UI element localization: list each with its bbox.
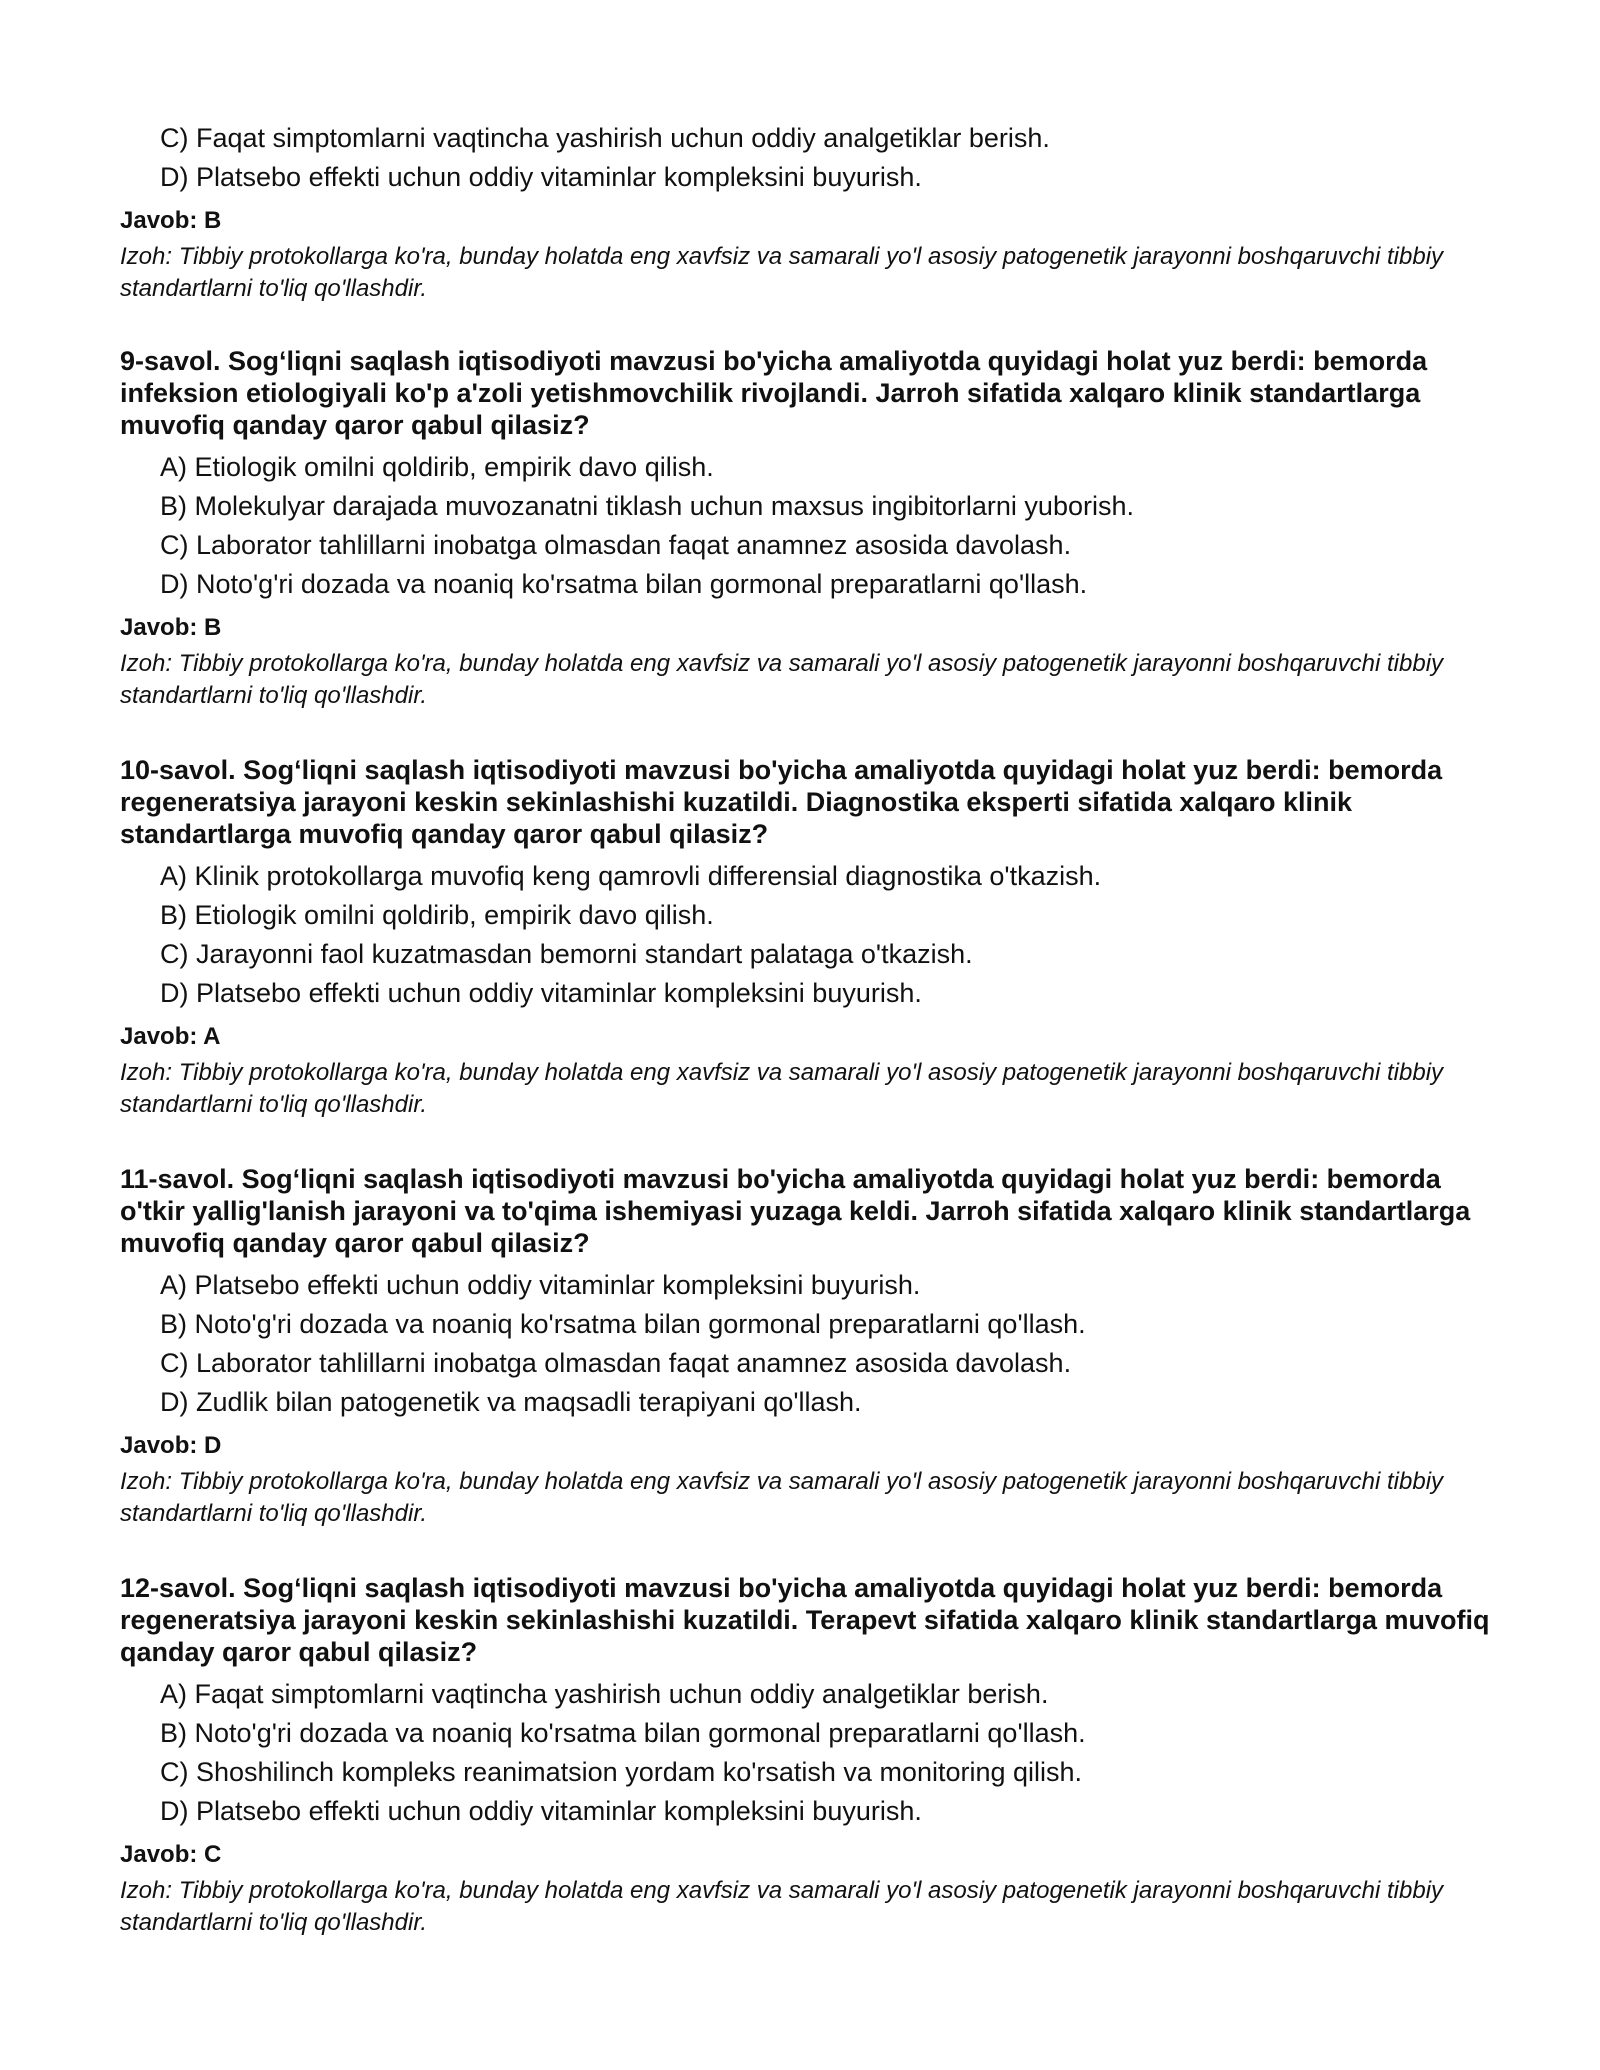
answer-label: Javob: A [120,1023,221,1050]
question-text: 11-savol. Sog‘liqni saqlash iqtisodiyoti mavzusi bo'yicha amaliyotda quyidagi holat yuz berdi: bemorda o'tkir yallig'lanish jarayoni va to'qima ishemiyasi yuzaga keldi. Jarroh sifatida xalqaro klinik standartlarga muvofiq qanday qaror qabul qilasiz? [120,1164,1471,1258]
explanation-note: Izoh: Tibbiy protokollarga ko'ra, bunday holatda eng xavfsiz va samarali yo'l asosiy patogenetik jarayonni boshqaruvchi tibbiy standartlarni to'liq qo'llashdir. [120,1468,1444,1527]
question-12 [120,1572,1510,1939]
question-text: 9-savol. Sog‘liqni saqlash iqtisodiyoti mavzusi bo'yicha amaliyotda quyidagi holat yuz berdi: bemorda infeksion etiologiyali ko'p a'zoli yetishmovchilik rivojlandi. Jarroh sifatida xalqaro klinik standartlarga muvofiq qanday qaror qabul qilasiz? [120,346,1428,440]
answer-label: Javob: B [120,207,222,234]
option-d: D) Zudlik bilan patogenetik va maqsadli terapiyani qo'llash. [160,1387,862,1417]
option-d: D) Noto'g'ri dozada va noaniq ko'rsatma bilan gormonal preparatlarni qo'llash. [160,569,1088,599]
question-8-tail [120,119,1510,305]
option-c: C) Jarayonni faol kuzatmasdan bemorni standart palataga o'tkazish. [160,939,973,969]
option-b: B) Molekulyar darajada muvozanatni tiklash uchun maxsus ingibitorlarni yuborish. [160,491,1134,521]
option-a: A) Platsebo effekti uchun oddiy vitaminlar kompleksini buyurish. [160,1270,921,1300]
option-c: C) Laborator tahlillarni inobatga olmasdan faqat anamnez asosida davolash. [160,530,1072,560]
explanation-note: Izoh: Tibbiy protokollarga ko'ra, bunday holatda eng xavfsiz va samarali yo'l asosiy patogenetik jarayonni boshqaruvchi tibbiy standartlarni to'liq qo'llashdir. [120,243,1444,302]
option-d: D) Platsebo effekti uchun oddiy vitaminlar kompleksini buyurish. [160,1796,922,1826]
option-c: C) Laborator tahlillarni inobatga olmasdan faqat anamnez asosida davolash. [160,1348,1072,1378]
explanation-note: Izoh: Tibbiy protokollarga ko'ra, bunday holatda eng xavfsiz va samarali yo'l asosiy patogenetik jarayonni boshqaruvchi tibbiy standartlarni to'liq qo'llashdir. [120,1877,1444,1936]
option-c: C) Shoshilinch kompleks reanimatsion yordam ko'rsatish va monitoring qilish. [160,1757,1083,1787]
option-b: B) Noto'g'ri dozada va noaniq ko'rsatma bilan gormonal preparatlarni qo'llash. [160,1718,1086,1748]
answer-label: Javob: D [120,1432,222,1459]
option-a: A) Faqat simptomlarni vaqtincha yashirish uchun oddiy analgetiklar berish. [160,1679,1049,1709]
explanation-note: Izoh: Tibbiy protokollarga ko'ra, bunday holatda eng xavfsiz va samarali yo'l asosiy patogenetik jarayonni boshqaruvchi tibbiy standartlarni to'liq qo'llashdir. [120,1059,1444,1118]
explanation-note: Izoh: Tibbiy protokollarga ko'ra, bunday holatda eng xavfsiz va samarali yo'l asosiy patogenetik jarayonni boshqaruvchi tibbiy standartlarni to'liq qo'llashdir. [120,650,1444,709]
answer-label: Javob: B [120,614,222,641]
question-text: 12-savol. Sog‘liqni saqlash iqtisodiyoti mavzusi bo'yicha amaliyotda quyidagi holat yuz berdi: bemorda regeneratsiya jarayoni keskin sekinlashishi kuzatildi. Terapevt sifatida xalqaro klinik standartlarga muvofiq qanday qaror qabul qilasiz? [120,1573,1490,1667]
option-b: B) Etiologik omilni qoldirib, empirik davo qilish. [160,900,714,930]
option-c: C) Faqat simptomlarni vaqtincha yashirish uchun oddiy analgetiklar berish. [160,123,1050,153]
question-text: 10-savol. Sog‘liqni saqlash iqtisodiyoti mavzusi bo'yicha amaliyotda quyidagi holat yuz berdi: bemorda regeneratsiya jarayoni keskin sekinlashishi kuzatildi. Diagnostika eksperti sifatida xalqaro klinik standartlarga muvofiq qanday qaror qabul qilasiz? [120,755,1443,849]
option-b: B) Noto'g'ri dozada va noaniq ko'rsatma bilan gormonal preparatlarni qo'llash. [160,1309,1086,1339]
question-11 [120,1163,1510,1530]
option-a: A) Klinik protokollarga muvofiq keng qamrovli differensial diagnostika o'tkazish. [160,861,1102,891]
option-a: A) Etiologik omilni qoldirib, empirik davo qilish. [160,452,714,482]
option-d: D) Platsebo effekti uchun oddiy vitaminlar kompleksini buyurish. [160,978,922,1008]
answer-label: Javob: C [120,1841,222,1868]
question-10 [120,754,1510,1121]
option-d: D) Platsebo effekti uchun oddiy vitaminlar kompleksini buyurish. [160,162,922,192]
question-9 [120,345,1510,712]
